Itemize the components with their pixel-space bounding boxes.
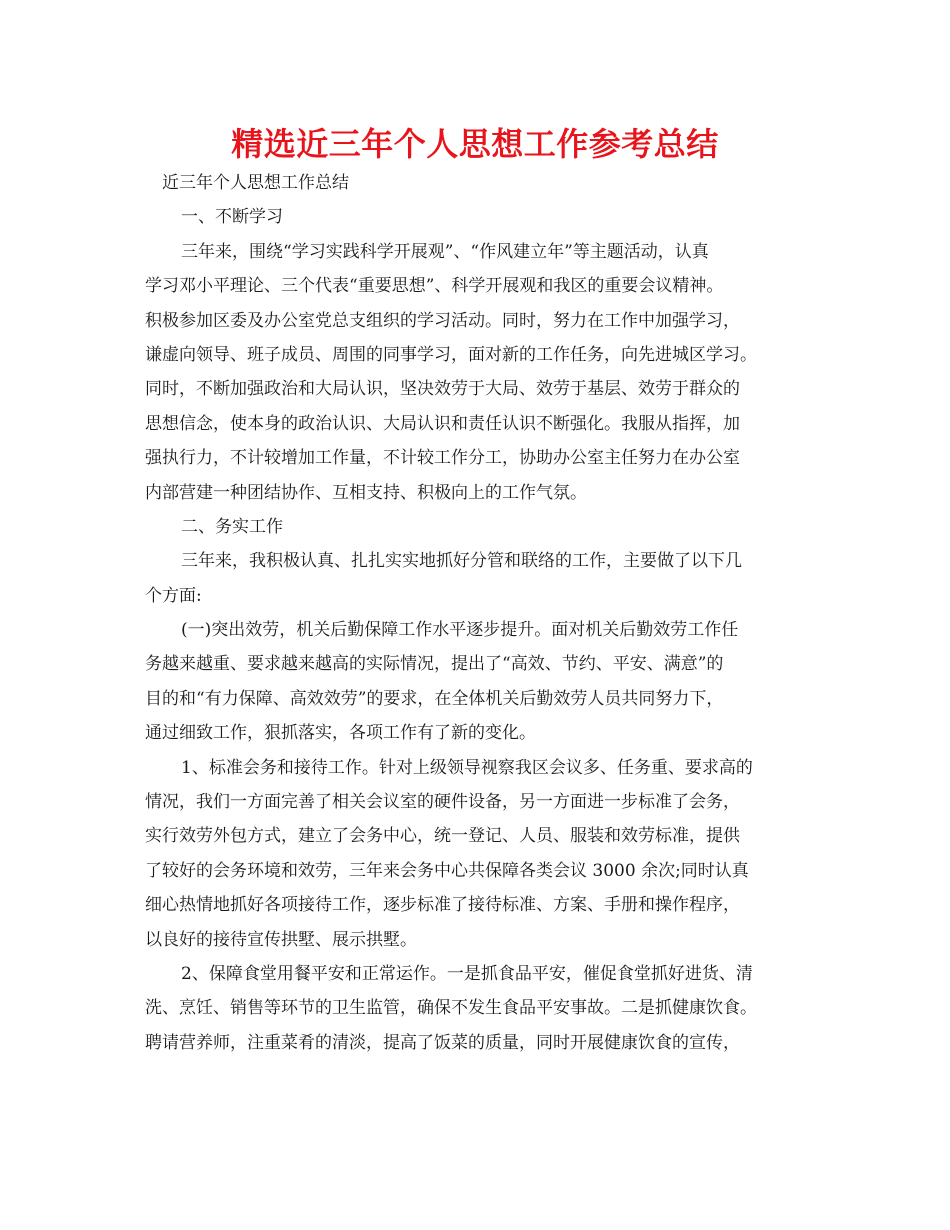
text-line: 通过细致工作，狠抓落实，各项工作有了新的变化。 (145, 723, 536, 744)
text-line: 1、标准会务和接待工作。针对上级领导视察我区会议多、任务重、要求高的 (181, 757, 753, 778)
text-line: (一)突出效劳，机关后勤保障工作水平逐步提升。面对机关后勤效劳工作任 (181, 620, 739, 641)
section-heading-1: 一、不断学习 (181, 207, 283, 228)
document-title: 精选近三年个人思想工作参考总结 (231, 125, 719, 163)
text-line: 内部营建一种团结协作、互相支持、积极向上的工作气氛。 (145, 482, 587, 503)
text-line: 三年来，围绕“学习实践科学开展观”、“作风建立年”等主题活动，认真 (181, 241, 709, 262)
text-line: 谦虚向领导、班子成员、周围的同事学习，面对新的工作任务，向先进城区学习。 (145, 344, 757, 365)
text-line: 聘请营养师，注重菜肴的清淡，提高了饭菜的质量，同时开展健康饮食的宣传， (145, 1032, 740, 1053)
text-line: 积极参加区委及办公室党总支组织的学习活动。同时，努力在工作中加强学习， (145, 310, 740, 331)
text-line: 强执行力，不计较增加工作量，不计较工作分工，协助办公室主任努力在办公室 (145, 448, 740, 469)
text-line: 个方面: (145, 585, 202, 606)
document-body (145, 166, 810, 1060)
text-line-subtitle: 近三年个人思想工作总结 (162, 173, 349, 193)
text-line: 洗、烹饪、销售等环节的卫生监管，确保不发生食品平安事故。二是抓健康饮食。 (145, 998, 757, 1019)
text-line: 了较好的会务环境和效劳，三年来会务中心共保障各类会议 3000 余次;同时认真 (145, 860, 749, 881)
text-line: 以良好的接待宣传拱墅、展示拱墅。 (145, 929, 417, 950)
text-line: 学习邓小平理论、三个代表“重要思想”、科学开展观和我区的重要会议精神。 (145, 276, 724, 297)
text-line: 2、保障食堂用餐平安和正常运作。一是抓食品平安，催促食堂抓好进货、清 (181, 963, 753, 984)
text-line: 思想信念，使本身的政治认识、大局认识和责任认识不断强化。我服从指挥，加 (145, 413, 740, 434)
text-line: 三年来，我积极认真、扎扎实实地抓好分管和联络的工作，主要做了以下几 (181, 551, 742, 572)
text-line: 目的和“有力保障、高效效劳”的要求，在全体机关后勤效劳人员共同努力下， (145, 688, 724, 709)
section-heading-2: 二、务实工作 (181, 516, 283, 537)
text-line: 情况，我们一方面完善了相关会议室的硬件设备，另一方面进一步标准了会务， (145, 792, 740, 813)
text-line: 细心热情地抓好各项接待工作，逐步标准了接待标准、方案、手册和操作程序， (145, 895, 740, 916)
text-line: 同时，不断加强政治和大局认识，坚决效劳于大局、效劳于基层、效劳于群众的 (145, 379, 740, 400)
text-line: 实行效劳外包方式，建立了会务中心，统一登记、人员、服装和效劳标准，提供 (145, 826, 740, 847)
text-line: 务越来越重、要求越来越高的实际情况，提出了“高效、节约、平安、满意”的 (145, 654, 724, 675)
